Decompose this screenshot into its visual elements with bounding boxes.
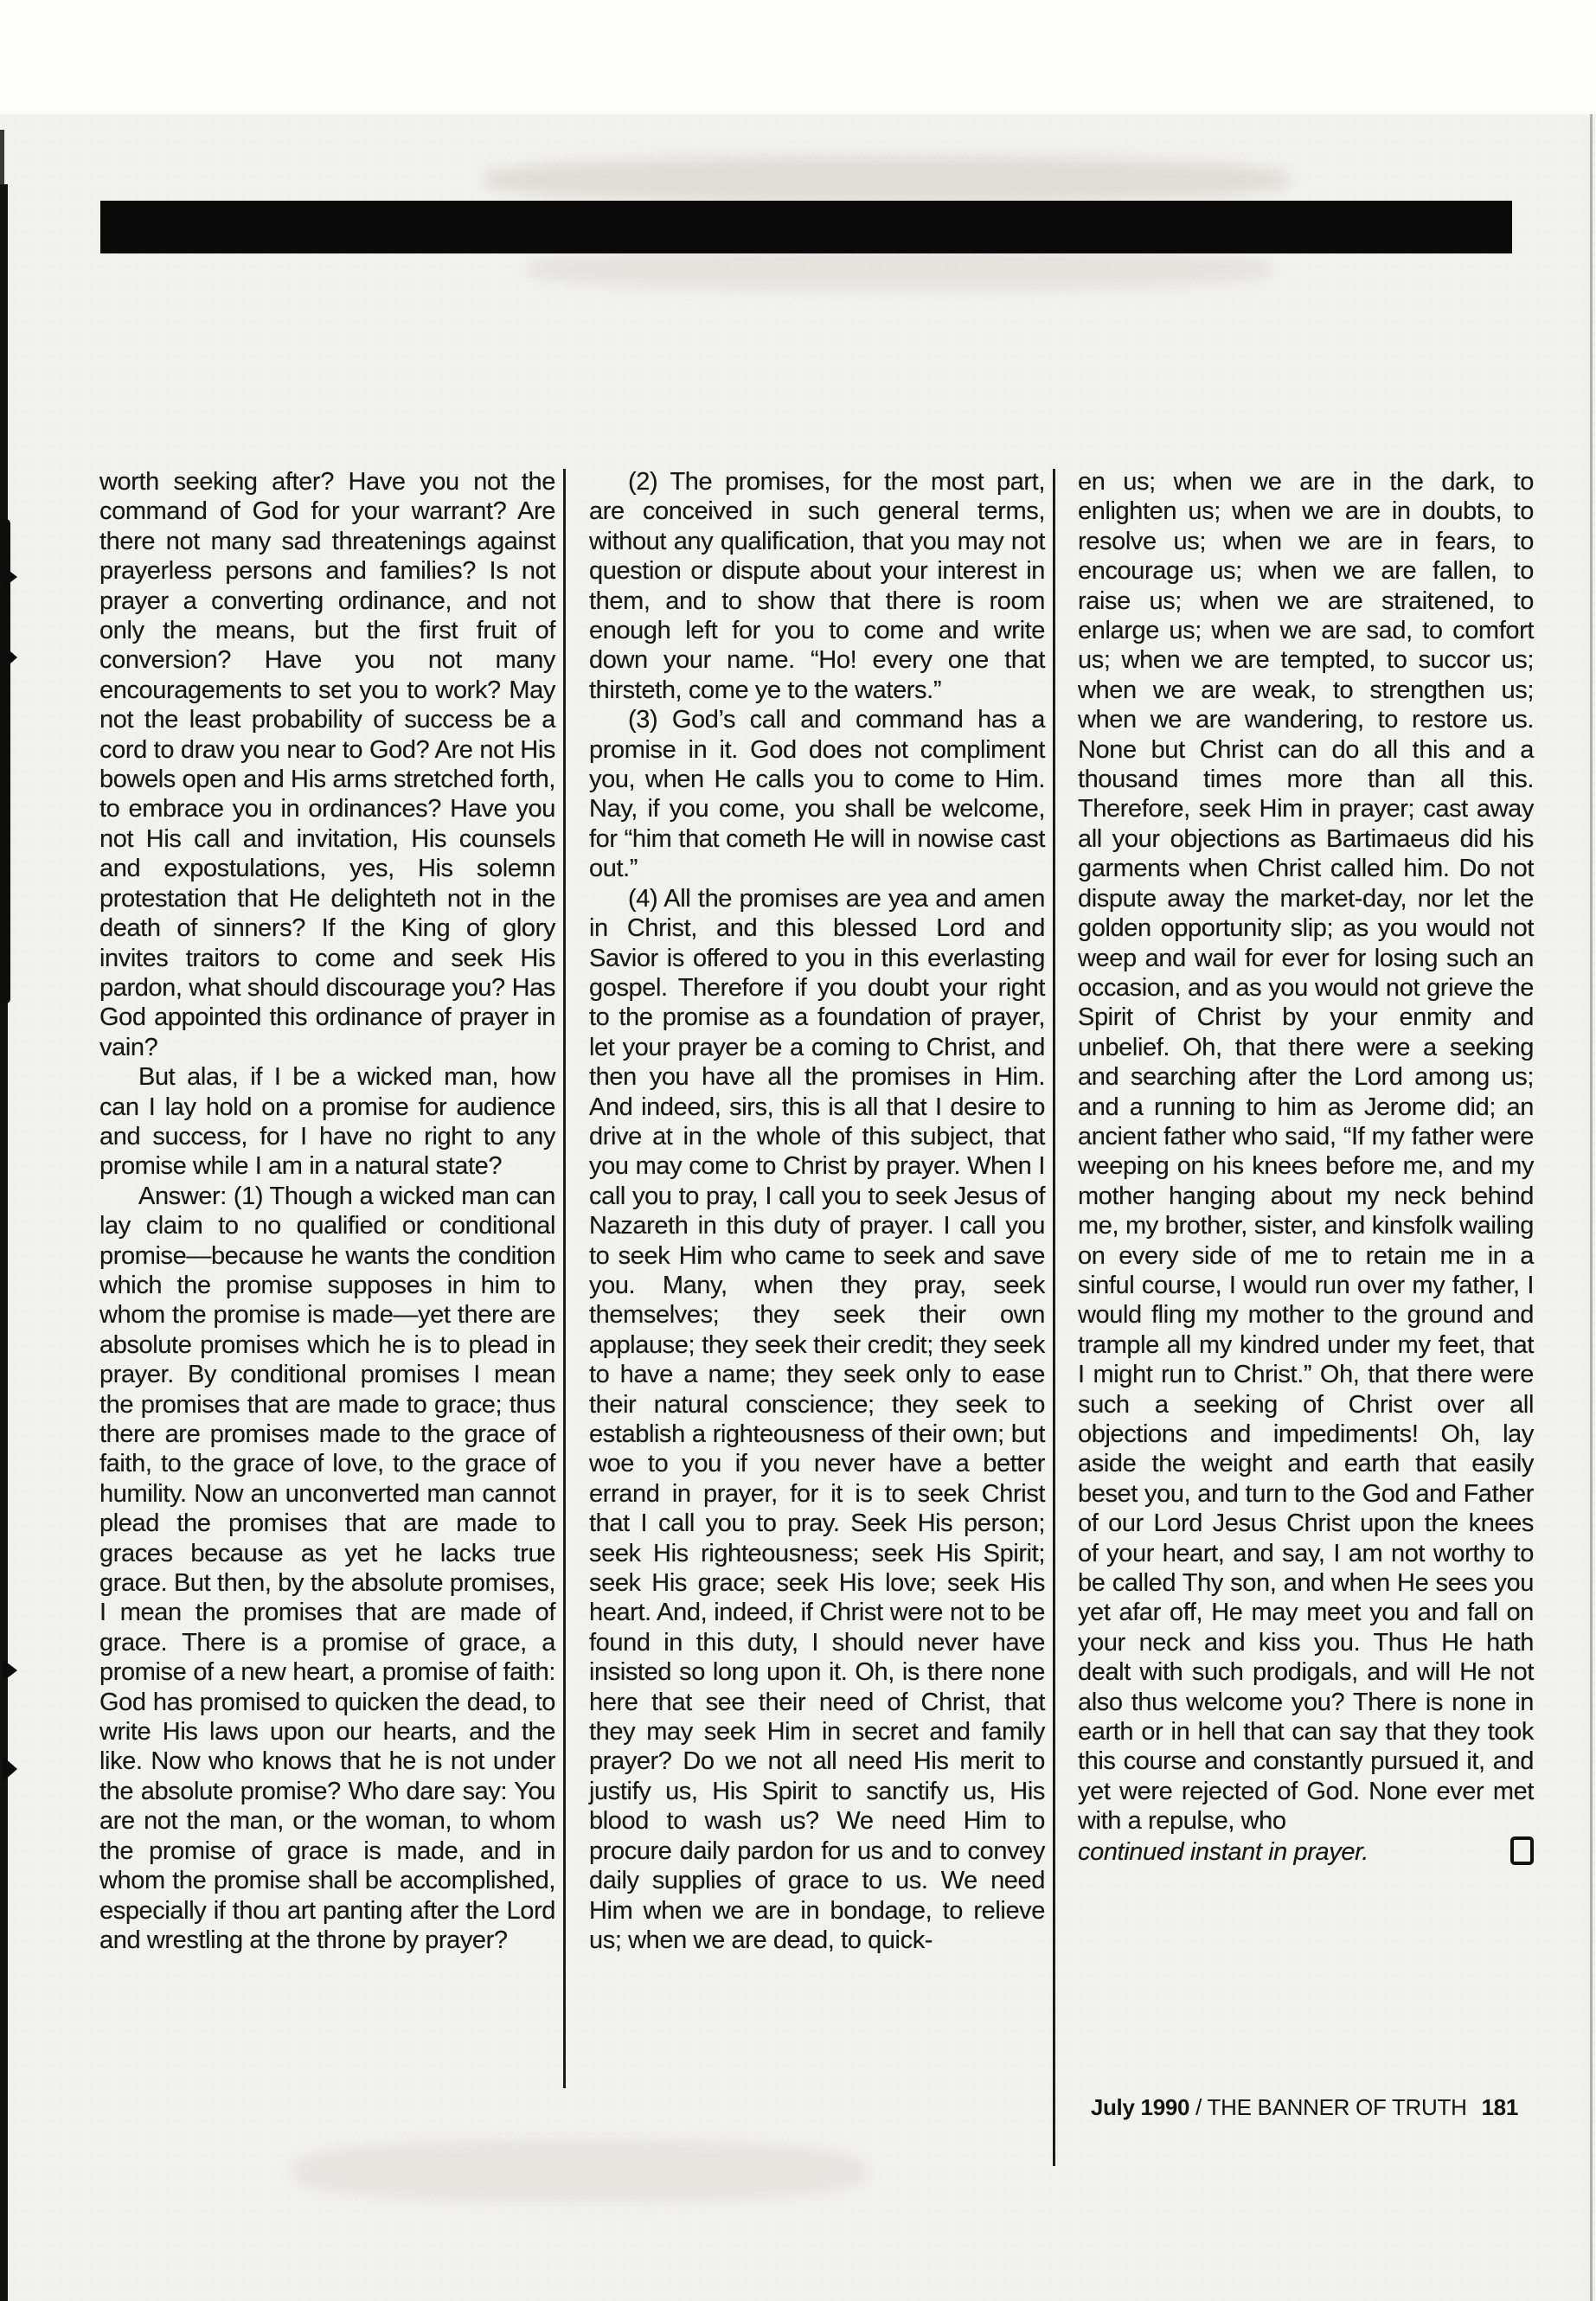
footer-magazine-title: / THE BANNER OF TRUTH bbox=[1195, 2094, 1467, 2120]
paragraph: Answer: (1) Though a wicked man can lay claim to no qualified or conditional promise—because he wants the condition which the promise supposes in him to whom the promise is made—yet there are absolute promises which he is to plead in prayer. By conditional promises I mean the promises that are made to grace; thus there are promises made to the grace of faith, to the grace of love, to the grace of humility. Now an unconverted man cannot plead the promises that are made to graces because as yet he lacks true grace. But then, by the absolute promises, I mean the promises that are made of grace. There is a promise of grace, a promise of a new heart, a promise of faith: God has promised to quicken the dead, to write His laws upon our hearts, and the like. Now who knows that he is not under the absolute promise? Who dare say: You are not the man, or the woman, to whom the promise of grace is made, and in whom the promise shall be accomplished, especially if thou art panting after the Lord and wrestling at the throne by prayer? bbox=[99, 1182, 555, 1954]
scan-smudge bbox=[528, 249, 1272, 289]
paragraph: en us; when we are in the dark, to enlighten us; when we are in doubts, to resolve us; when we are in fears, to encourage us; when we are fallen, to raise us; when we are straitened, to enlarge us; when we are sad, to comfort us; when we are tempted, to succor us; when we are weak, to strengthen us; when we are wandering, to restore us. None but Christ can do all this and a thousand times more than all this. Therefore, seek Him in prayer; cast away all your objections as Bartimaeus did his garments when Christ called him. Do not dispute away the market-day, nor let the golden opportunity slip; as you would not weep and wail for ever for losing such an occasion, and as you would not grieve the Spirit of Christ by your enmity and unbelief. Oh, that there were a seeking and searching after the Lord among us; and a running to him as Jerome did; an ancient father who said, “If my father were weeping on his knees before me, and my mother hanging about my neck behind me, my brother, sister, and kinsfolk wailing on every side of me to retain me in a sinful course, I would run over my father, I would fling my mother to the ground and trample all my kindred under my feet, that I might run to Christ.” Oh, that there were such a seeking of Christ over all objections and impediments! Oh, lay aside the weight and earth that easily beset you, and turn to the God and Father of our Lord Jesus Christ upon the knees of your heart, and say, I am not worthy to be called Thy son, and when He sees you yet afar off, He may meet you and fall on your neck and kiss you. Thus He hath dealt with such prodigals, and will He not also thus welcome you? There is none in earth or in hell that can say that they took this course and constantly pursued it, and yet were rejected of God. None ever met with a repulse, who bbox=[1078, 468, 1534, 1836]
paragraph: worth seeking after? Have you not the command of God for your warrant? Are there not many sad threatenings against prayerless persons and families? Is not prayer a converting ordinance, and not only the means, but the first fruit of conversion? Have you not many encouragements to set you to work? May not the least probability of success be a cord to draw you near to God? Are not His bowels open and His arms stretched forth, to embrace you in ordinances? Have you not His call and invitation, His counsels and expostulations, yes, His solemn protestation that He delighteth not in the death of sinners? If the King of glory invites traitors to come and seek His pardon, what should discourage you? Has God appointed this ordinance of prayer in vain? bbox=[99, 468, 555, 1061]
end-of-article-icon bbox=[1510, 1836, 1534, 1865]
footer-page-number: 181 bbox=[1481, 2094, 1518, 2120]
scan-smudge bbox=[484, 157, 1289, 202]
page-footer bbox=[1091, 2094, 1518, 2121]
column-divider-2 bbox=[1053, 469, 1055, 2166]
redacted-title-bar bbox=[100, 201, 1512, 253]
scan-edge-strip bbox=[0, 130, 4, 190]
text-column-3 bbox=[1078, 467, 1534, 1868]
paragraph: (4) All the promises are yea and amen in Christ, and this blessed Lord and Savior is offered to you in this everlasting gospel. Therefore if you doubt your right to the promise as a foundation of prayer, let your prayer be a coming to Christ, and then you have all the promises in Him. And indeed, sirs, this is all that I desire to drive at in the whole of this subject, that you may come to Christ by prayer. When I call you to pray, I call you to seek Jesus of Nazareth in this duty of prayer. I call you to seek Him who came to seek and save you. Many, when they pray, seek themselves; they seek their own applause; they seek their credit; they seek to have a name; they seek only to ease their natural conscience; they seek to establish a righteousness of their own; but woe to you if you never have a better errand in prayer, for it is to seek Christ that I call you to pray. Seek His person; seek His righteousness; seek His Spirit; seek His grace; seek His love; seek His heart. And, indeed, if Christ were not to be found in this duty, I should never have insisted so long upon it. Oh, is there none here that see their need of Christ, that they may seek Him in secret and family prayer? Do we not all need His merit to justify us, His Spirit to sanctify us, His blood to wash us? We need Him to procure daily pardon for us and to convey daily supplies of grace to us. We need Him when we are in bondage, to relieve us; when we are dead, to quick- bbox=[589, 884, 1045, 1954]
paragraph: (3) God’s call and command has a promise in it. God does not compliment you, when He calls you to come to Him. Nay, if you come, you shall be welcome, for “him that cometh He will in nowise cast out.” bbox=[589, 706, 1045, 883]
column-divider-1 bbox=[563, 469, 566, 2088]
footer-issue: July 1990 bbox=[1090, 2094, 1190, 2120]
scan-edge-strip bbox=[0, 519, 10, 1003]
page-edge-shadow bbox=[1590, 114, 1593, 2301]
text-column-2 bbox=[589, 467, 1045, 1955]
paragraph: But alas, if I be a wicked man, how can I lay hold on a promise for audience and success, for I have no right to any promise while I am in a natural state? bbox=[99, 1063, 555, 1181]
closing-italic-text: continued instant in prayer. bbox=[1078, 1838, 1368, 1867]
scan-smudge bbox=[294, 2141, 865, 2202]
scan-edge-strip bbox=[0, 184, 8, 2301]
paragraph: (2) The promises, for the most part, are conceived in such general terms, without any qualification, that you may not question or dispute about your interest in them, and to show that there is room enough left for you to come and write down your name. “Ho! every one that thirsteth, come ye to the waters.” bbox=[589, 468, 1045, 704]
text-column-1 bbox=[99, 467, 555, 1955]
article-closing-line bbox=[1078, 1836, 1534, 1868]
